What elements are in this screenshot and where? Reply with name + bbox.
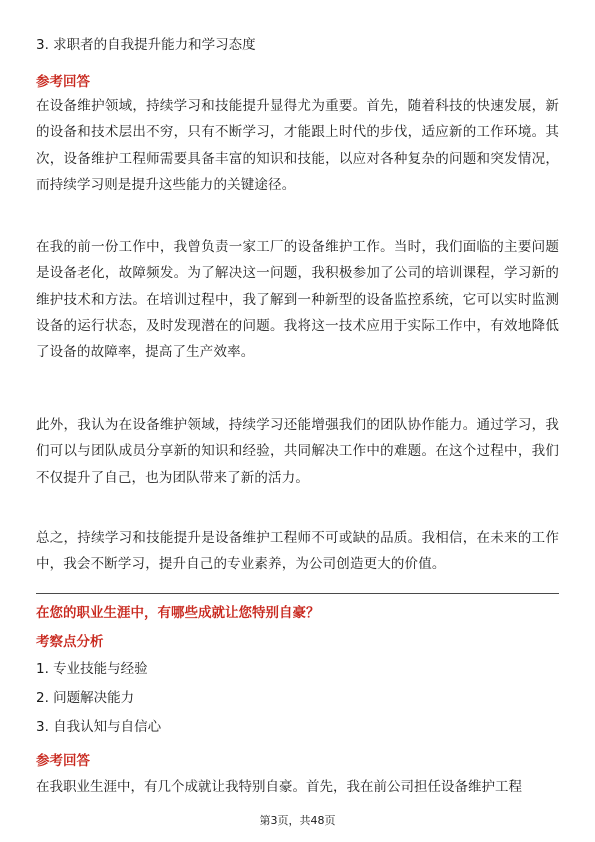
consideration-item-3: 3. 求职者的自我提升能力和学习态度 xyxy=(36,37,256,53)
analysis-label: 考察点分析 xyxy=(36,634,104,650)
answer-paragraph: 此外，我认为在设备维护领域，持续学习还能增强我们的团队协作能力。通过学习，我们可以与团队成员分享新的知识和经验，共同解决工作中的难题。在这个过程中，我们不仅提升了自己，也为团队带来了新的活力。 xyxy=(36,417,559,486)
answer-paragraph: 在设备维护领域，持续学习和技能提升显得尤为重要。首先，随着科技的快速发展，新的设备和技术层出不穷，只有不断学习，才能跟上时代的步伐，适应新的工作环境。其次，设备维护工程师需要具备丰富的知识和技能，以应对各种复杂的问题和突发情况，而持续学习则是提升这些能力的关键途径。 xyxy=(36,98,559,193)
page-number: 第3页，共48页 xyxy=(259,814,336,827)
reference-answer-label: 参考回答 xyxy=(36,74,90,90)
answer-paragraph-start: 在我职业生涯中，有几个成就让我特别自豪。首先，我在前公司担任设备维护工程 xyxy=(36,779,522,795)
reference-answer-label: 参考回答 xyxy=(36,753,90,769)
analysis-point: 2. 问题解决能力 xyxy=(36,690,135,706)
analysis-point: 1. 专业技能与经验 xyxy=(36,661,148,677)
section-divider xyxy=(36,593,559,594)
answer-paragraph: 总之，持续学习和技能提升是设备维护工程师不可或缺的品质。我相信，在未来的工作中，我会不断学习，提升自己的专业素养，为公司创造更大的价值。 xyxy=(36,530,559,573)
analysis-point: 3. 自我认知与自信心 xyxy=(36,719,162,735)
answer-paragraph: 在我的前一份工作中，我曾负责一家工厂的设备维护工作。当时，我们面临的主要问题是设备老化，故障频发。为了解决这一问题，我积极参加了公司的培训课程，学习新的维护技术和方法。在培训过程中，我了解到一种新型的设备监控系统，它可以实时监测设备的运行状态，及时发现潜在的问题。我将这一技术应用于实际工作中，有效地降低了设备的故障率，提高了生产效率。 xyxy=(36,239,559,361)
interview-question: 在您的职业生涯中，有哪些成就让您特别自豪？ xyxy=(36,605,320,621)
